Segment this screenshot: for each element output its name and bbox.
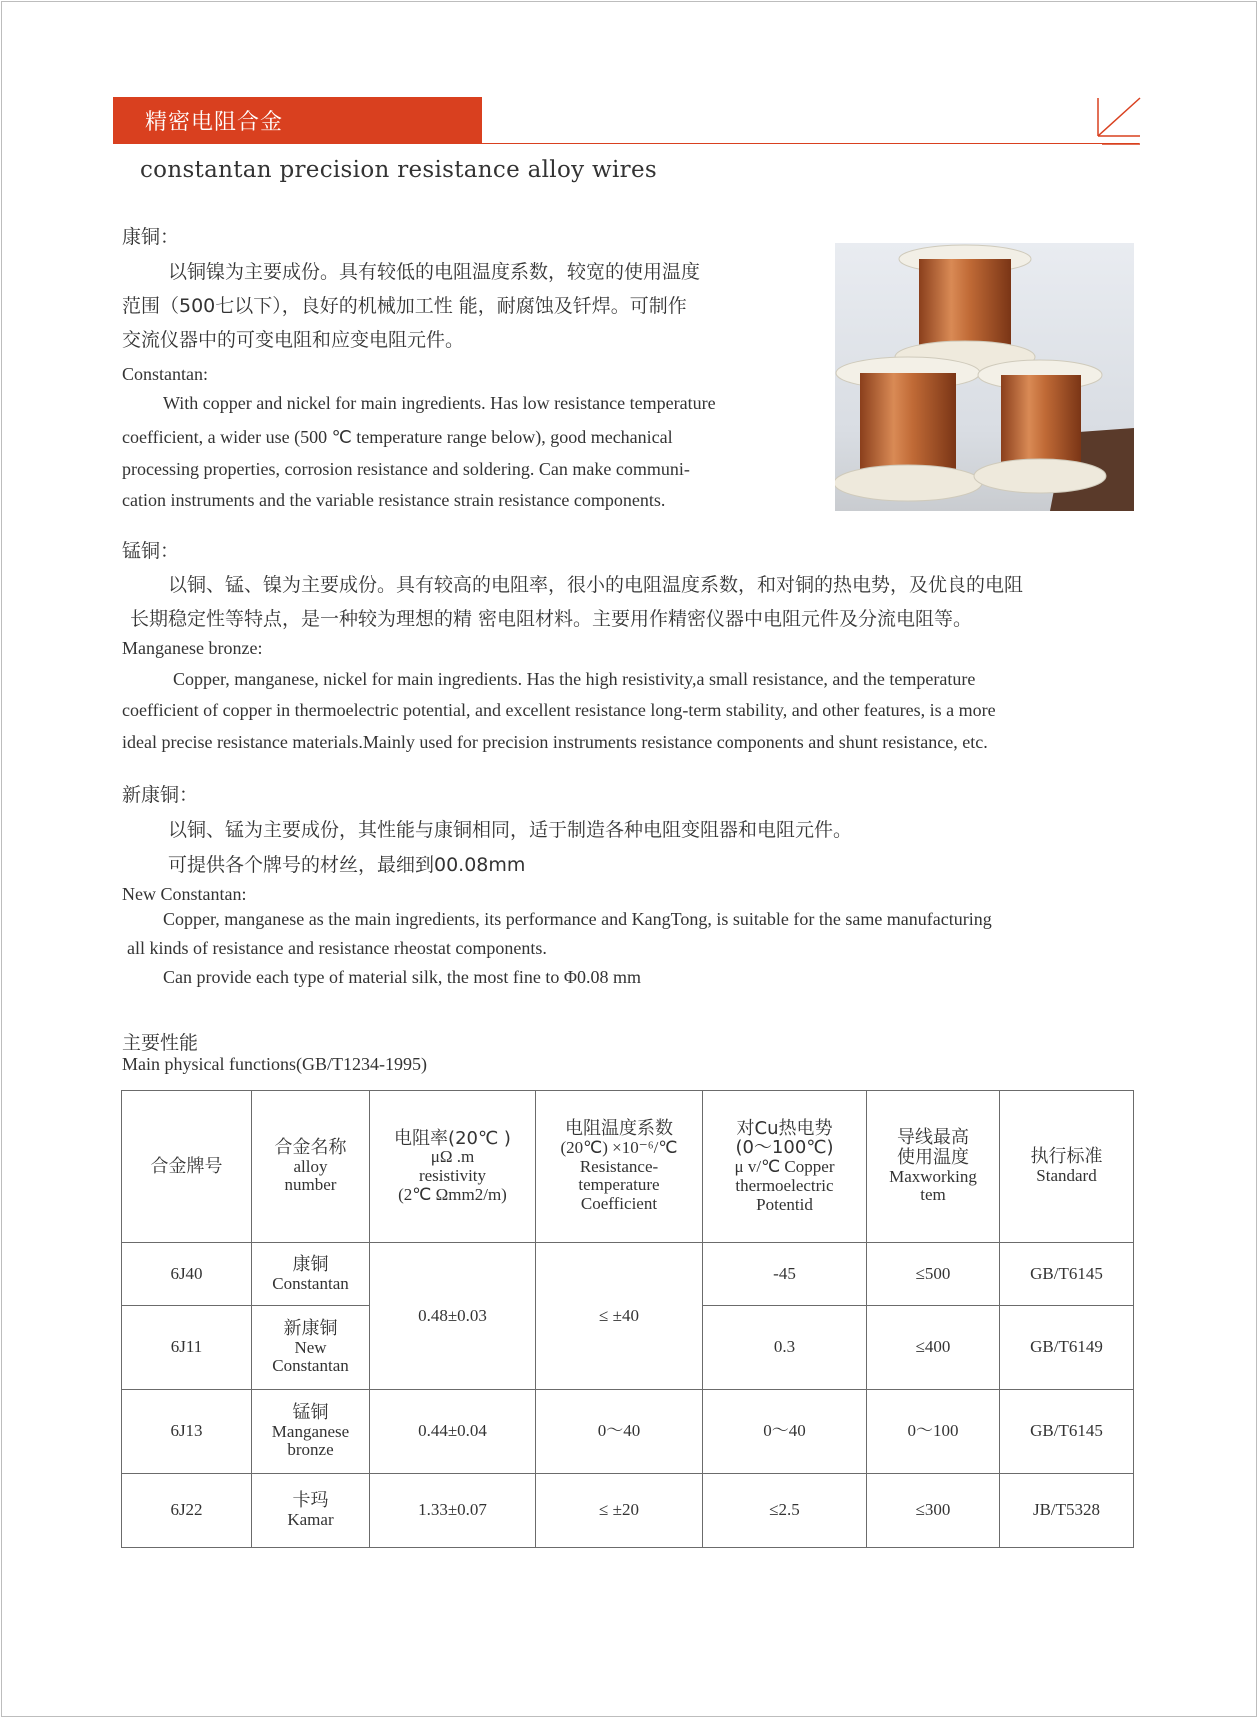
cell-max-working-temp: ≤400 xyxy=(867,1306,1000,1390)
cell-temperature-coefficient: ≤ ±40 xyxy=(536,1243,703,1390)
cell-alloy-name: 卡玛 Kamar xyxy=(252,1474,370,1548)
new-constantan-zh-line-1: 以铜、锰为主要成份，其性能与康铜相同，适于制造各种电阻变阻器和电阻元件。 xyxy=(168,819,853,841)
cell-thermoelectric-potential: 0～40 xyxy=(703,1390,867,1474)
page-subtitle: constantan precision resistance alloy wires xyxy=(140,157,657,183)
page-title-zh: 精密电阻合金 xyxy=(145,110,284,135)
constantan-zh-line-3: 交流仪器中的可变电阻和应变电阻元件。 xyxy=(122,329,465,351)
cell-standard: GB/T6149 xyxy=(1000,1306,1134,1390)
table-header-row xyxy=(122,1091,1134,1243)
cell-thermoelectric-potential: -45 xyxy=(703,1243,867,1306)
new-constantan-heading-en: New Constantan: xyxy=(122,884,247,904)
new-constantan-en-line-3: Can provide each type of material silk, the most fine to Φ0.08 mm xyxy=(163,967,642,987)
header-alloy-grade: 合金牌号 xyxy=(122,1091,252,1243)
constantan-en-line-2: coefficient, a wider use (500 ℃ temperature range below), good mechanical xyxy=(122,427,673,447)
constantan-en-line-1: With copper and nickel for main ingredients. Has low resistance temperature xyxy=(163,393,716,413)
manganese-zh-line-2: 长期稳定性等特点，是一种较为理想的精 密电阻材料。主要用作精密仪器中电阻元件及分流电阻等。 xyxy=(130,608,973,630)
constantan-zh-line-1: 以铜镍为主要成份。具有较低的电阻温度系数，较宽的使用温度 xyxy=(168,261,701,283)
new-constantan-heading-zh: 新康铜： xyxy=(122,784,199,806)
header-resistivity: 电阻率(20℃ ) μΩ .m resistivity (2℃ Ωmm2/m) xyxy=(370,1091,536,1243)
table-heading-zh: 主要性能 xyxy=(122,1032,199,1054)
cell-temperature-coefficient: 0～40 xyxy=(536,1390,703,1474)
cell-resistivity: 1.33±0.07 xyxy=(370,1474,536,1548)
new-constantan-zh-line-2: 可提供各个牌号的材丝，最细到00.08mm xyxy=(168,854,526,876)
constantan-en-line-3: processing properties, corrosion resistance and soldering. Can make communi- xyxy=(122,459,690,479)
cell-resistivity: 0.48±0.03 xyxy=(370,1243,536,1390)
table-row xyxy=(122,1243,1134,1306)
alloy-properties-table xyxy=(121,1090,1134,1548)
table-heading-en: Main physical functions(GB/T1234-1995) xyxy=(122,1054,427,1074)
manganese-zh-line-1: 以铜、锰、镍为主要成份。具有较高的电阻率，很小的电阻温度系数，和对铜的热电势，及优良的电阻 xyxy=(168,574,1024,596)
constantan-en-line-4: cation instruments and the variable resistance strain resistance components. xyxy=(122,490,666,510)
cell-max-working-temp: 0～100 xyxy=(867,1390,1000,1474)
cell-grade: 6J22 xyxy=(122,1474,252,1548)
cell-temperature-coefficient: ≤ ±20 xyxy=(536,1474,703,1548)
title-banner xyxy=(113,97,482,144)
header-standard: 执行标准 Standard xyxy=(1000,1091,1134,1243)
manganese-en-line-1: Copper, manganese, nickel for main ingredients. Has the high resistivity,a small resistance, and the temperature xyxy=(173,669,976,689)
cell-standard: GB/T6145 xyxy=(1000,1390,1134,1474)
cell-max-working-temp: ≤500 xyxy=(867,1243,1000,1306)
constantan-zh-line-2: 范围（500七以下），良好的机械加工性 能，耐腐蚀及钎焊。可制作 xyxy=(122,295,687,317)
cell-grade: 6J11 xyxy=(122,1306,252,1390)
copper-wire-spools-photo xyxy=(835,243,1134,511)
new-constantan-en-line-1: Copper, manganese as the main ingredients, its performance and KangTong, is suitable for the same manufacturing xyxy=(163,909,992,929)
cell-max-working-temp: ≤300 xyxy=(867,1474,1000,1548)
manganese-heading-en: Manganese bronze: xyxy=(122,638,263,658)
manganese-en-line-2: coefficient of copper in thermoelectric potential, and excellent resistance long-term stability, and other features, is a more xyxy=(122,700,996,720)
cell-alloy-name: 康铜 Constantan xyxy=(252,1243,370,1306)
cell-standard: GB/T6145 xyxy=(1000,1243,1134,1306)
cell-standard: JB/T5328 xyxy=(1000,1474,1134,1548)
cell-thermoelectric-potential: 0.3 xyxy=(703,1306,867,1390)
manganese-heading-zh: 锰铜： xyxy=(122,540,180,562)
cell-thermoelectric-potential: ≤2.5 xyxy=(703,1474,867,1548)
table-row xyxy=(122,1474,1134,1548)
header-max-working-temp: 导线最高 使用温度 Maxworking tem xyxy=(867,1091,1000,1243)
constantan-heading-zh: 康铜： xyxy=(122,226,180,248)
manganese-en-line-3: ideal precise resistance materials.Mainly used for precision instruments resistance components and shunt resistance, etc. xyxy=(122,732,988,752)
constantan-heading-en: Constantan: xyxy=(122,364,208,384)
cell-grade: 6J40 xyxy=(122,1243,252,1306)
cell-alloy-name: 新康铜 New Constantan xyxy=(252,1306,370,1390)
title-rule xyxy=(482,143,1139,144)
cell-grade: 6J13 xyxy=(122,1390,252,1474)
table-row xyxy=(122,1390,1134,1474)
new-constantan-en-line-2: all kinds of resistance and resistance rheostat components. xyxy=(127,938,547,958)
corner-arrow-icon xyxy=(1096,96,1142,146)
header-temperature-coefficient: 电阻温度系数 (20℃) ×10⁻⁶/℃ Resistance- temperature Coefficient xyxy=(536,1091,703,1243)
header-thermoelectric-potential: 对Cu热电势 (0～100℃) μ v/℃ Copper thermoelectric Potentid xyxy=(703,1091,867,1243)
header-alloy-name: 合金名称 alloy number xyxy=(252,1091,370,1243)
cell-resistivity: 0.44±0.04 xyxy=(370,1390,536,1474)
cell-alloy-name: 锰铜 Manganese bronze xyxy=(252,1390,370,1474)
